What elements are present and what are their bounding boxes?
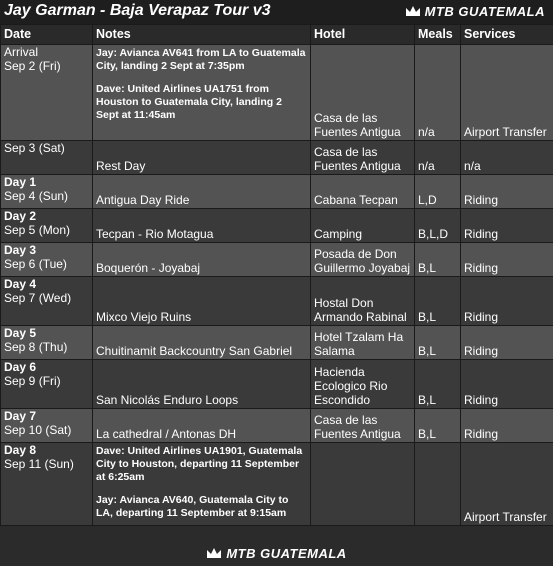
date-label: Sep 5 (Mon): [4, 223, 71, 237]
table-row: [1, 277, 553, 326]
day-label: Day 2: [4, 209, 37, 223]
services-cell: Riding: [461, 243, 553, 277]
hotel-cell: Hotel Tzalam Ha Salama: [311, 326, 415, 360]
notes-cell: Rest Day: [93, 141, 311, 175]
flight-note: Jay: Avianca AV641 from LA to Guatemala City, landing 2 Sept at 7:35pm: [96, 47, 306, 72]
day-label: Day 1: [4, 175, 37, 189]
crown-icon: [206, 547, 222, 559]
meals-cell: n/a: [415, 45, 461, 141]
footer-logo-text: MTB GUATEMALA: [226, 546, 347, 561]
date-cell: [1, 45, 93, 141]
table-row: [1, 443, 553, 526]
notes-cell: Chuitinamit Backcountry San Gabriel: [93, 326, 311, 360]
logo-text: MTB GUATEMALA: [424, 4, 545, 19]
header-bar: [0, 0, 553, 24]
day-label: Day 6: [4, 360, 37, 374]
notes-cell: [93, 443, 311, 526]
notes-cell: Mixco Viejo Ruins: [93, 277, 311, 326]
date-cell: [1, 209, 93, 243]
table-row: [1, 409, 553, 443]
meals-cell: B,L: [415, 243, 461, 277]
hotel-cell: Posada de Don Guillermo Joyabaj: [311, 243, 415, 277]
date-label: Sep 4 (Sun): [4, 189, 69, 203]
date-label: Sep 10 (Sat): [4, 423, 72, 437]
column-header-services: Services: [461, 25, 553, 45]
flight-note: Dave: United Airlines UA1901, Guatemala City to Houston, departing 11 September at 6:25am: [96, 445, 303, 483]
itinerary-table: [0, 24, 553, 526]
hotel-cell: Hostal Don Armando Rabinal: [311, 277, 415, 326]
services-cell: n/a: [461, 141, 553, 175]
table-row: [1, 209, 553, 243]
hotel-cell: Cabana Tecpan: [311, 175, 415, 209]
hotel-cell: Hacienda Ecologico Rio Escondido: [311, 360, 415, 409]
hotel-cell: Camping: [311, 209, 415, 243]
table-row: [1, 326, 553, 360]
date-label: Sep 2 (Fri): [4, 59, 61, 73]
notes-cell: Antigua Day Ride: [93, 175, 311, 209]
hotel-cell: Casa de las Fuentes Antigua: [311, 141, 415, 175]
meals-cell: B,L: [415, 326, 461, 360]
services-cell: Riding: [461, 277, 553, 326]
date-cell: [1, 243, 93, 277]
footer: [0, 543, 553, 566]
brand-logo: [405, 4, 545, 19]
services-cell: Riding: [461, 326, 553, 360]
footer-logo: [206, 546, 346, 561]
date-label: Sep 6 (Tue): [4, 257, 67, 271]
column-header-date: Date: [1, 25, 93, 45]
date-label: Sep 11 (Sun): [4, 457, 74, 471]
meals-cell: L,D: [415, 175, 461, 209]
date-label: Sep 7 (Wed): [4, 291, 72, 305]
hotel-cell: Casa de las Fuentes Antigua: [311, 409, 415, 443]
notes-cell: Boquerón - Joyabaj: [93, 243, 311, 277]
flight-note: Dave: United Airlines UA1751 from Houston to Guatemala City, landing 2 Sept at 11:45am: [96, 83, 282, 121]
services-cell: Riding: [461, 209, 553, 243]
services-cell: Riding: [461, 175, 553, 209]
day-label: Day 3: [4, 243, 37, 257]
date-label: Sep 9 (Fri): [4, 374, 61, 388]
meals-cell: B,L: [415, 360, 461, 409]
column-header-hotel: Hotel: [311, 25, 415, 45]
notes-cell: [93, 45, 311, 141]
table-row: [1, 175, 553, 209]
hotel-cell: [311, 443, 415, 526]
meals-cell: B,L: [415, 277, 461, 326]
day-label: Day 8: [4, 443, 37, 457]
date-cell: [1, 409, 93, 443]
table-row: [1, 141, 553, 175]
services-cell: Airport Transfer: [461, 45, 553, 141]
date-label: Sep 3 (Sat): [4, 141, 65, 155]
day-label: Arrival: [4, 45, 39, 59]
page-title: Jay Garman - Baja Verapaz Tour v3: [4, 2, 271, 19]
crown-icon: [405, 5, 421, 17]
date-cell: [1, 360, 93, 409]
notes-cell: San Nicolás Enduro Loops: [93, 360, 311, 409]
table-row: [1, 360, 553, 409]
date-label: Sep 8 (Thu): [4, 340, 68, 354]
column-header-notes: Notes: [93, 25, 311, 45]
meals-cell: B,L: [415, 409, 461, 443]
meals-cell: n/a: [415, 141, 461, 175]
meals-cell: [415, 443, 461, 526]
notes-cell: Tecpan - Rio Motagua: [93, 209, 311, 243]
services-cell: Riding: [461, 360, 553, 409]
services-cell: Airport Transfer: [461, 443, 553, 526]
date-cell: [1, 443, 93, 526]
hotel-cell: Casa de las Fuentes Antigua: [311, 45, 415, 141]
date-cell: [1, 141, 93, 175]
flight-note: Jay: Avianca AV640, Guatemala City to LA, departing 11 September at 9:15am: [96, 494, 289, 519]
date-cell: [1, 277, 93, 326]
table-row: [1, 45, 553, 141]
day-label: Day 5: [4, 326, 37, 340]
notes-cell: La cathedral / Antonas DH: [93, 409, 311, 443]
date-cell: [1, 326, 93, 360]
meals-cell: B,L,D: [415, 209, 461, 243]
table-row: [1, 243, 553, 277]
date-cell: [1, 175, 93, 209]
day-label: Day 4: [4, 277, 37, 291]
services-cell: Riding: [461, 409, 553, 443]
column-header-meals: Meals: [415, 25, 461, 45]
day-label: Day 7: [4, 409, 37, 423]
